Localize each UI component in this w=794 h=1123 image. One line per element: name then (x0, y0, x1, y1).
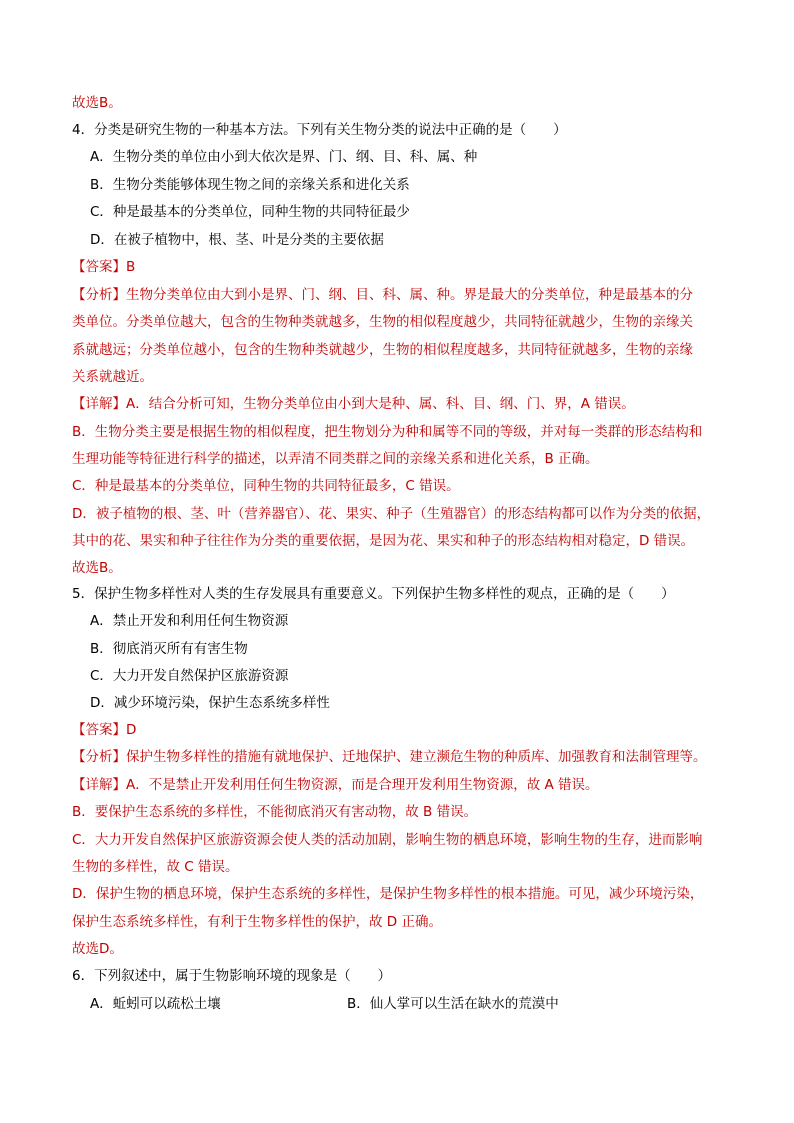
q4-detail-line: C．种是最基本的分类单位，同种生物的共同特征最多，C 错误。 (72, 478, 460, 494)
q4-option-a: A．生物分类的单位由小到大依次是界、门、纲、目、科、属、种 (90, 149, 478, 165)
q5-option-c: C．大力开发自然保护区旅游资源 (90, 668, 289, 684)
analysis-tag: 【分析】 (72, 749, 126, 765)
q6-stem: 6．下列叙述中，属于生物影响环境的现象是（ ） (72, 968, 392, 984)
q4-answer (72, 258, 135, 276)
q5-detail-line: D．保护生物的栖息环境，保护生态系统的多样性，是保护生物多样性的根本措施。可见，减少环境污染， (72, 886, 704, 902)
q4-analysis-line (72, 286, 693, 304)
q5-detail-line: 生物的多样性，故 C 错误。 (72, 859, 239, 875)
q5-analysis-line (72, 748, 707, 766)
q5-option-b: B．彻底消灭所有有害生物 (90, 641, 248, 657)
q5-detail-line: C．大力开发自然保护区旅游资源会使人类的活动加剧，影响生物的栖息环境，影响生物的生存，进而影响 (72, 832, 703, 848)
q4-analysis-line: 系就越远；分类单位越小，包含的生物种类就越少，生物的相似程度越多，共同特征就越多，生物的亲缘 (72, 342, 693, 358)
q4-option-c: C．种是最基本的分类单位，同种生物的共同特征最少 (90, 204, 410, 220)
q4-detail-line: 生理功能等特征进行科学的描述，以弄清不同类群之间的亲缘关系和进化关系，B 正确。 (72, 451, 599, 467)
detail-tag: 【详解】 (72, 777, 126, 793)
q4-conclusion: 故选B。 (72, 560, 122, 576)
analysis-text: 保护生物多样性的措施有就地保护、迁地保护、建立濒危生物的种质库、加强教育和法制管理等。 (126, 749, 707, 765)
q5-option-d: D．减少环境污染，保护生态系统多样性 (90, 695, 330, 711)
answer-value: B (126, 259, 136, 275)
answer-tag: 【答案】 (72, 722, 126, 738)
detail-text: A．结合分析可知，生物分类单位由小到大是种、属、科、目、纲、门、界，A 错误。 (126, 396, 635, 412)
detail-text: A．不是禁止开发利用任何生物资源，而是合理开发利用生物资源，故 A 错误。 (126, 777, 599, 793)
q4-option-d: D．在被子植物中，根、茎、叶是分类的主要依据 (90, 232, 384, 248)
q6-option-a: A．蚯蚓可以疏松土壤 (90, 996, 221, 1012)
q5-detail-line: 保护生态系统多样性，有利于生物多样性的保护，故 D 正确。 (72, 914, 442, 930)
detail-tag: 【详解】 (72, 396, 126, 412)
q5-conclusion: 故选D。 (72, 941, 123, 957)
analysis-text: 生物分类单位由大到小是界、门、纲、目、科、属、种。界是最大的分类单位，种是最基本的分 (126, 287, 693, 303)
q4-analysis-line: 关系就越近。 (72, 369, 153, 385)
q3-conclusion: 故选B。 (72, 95, 122, 111)
answer-tag: 【答案】 (72, 259, 126, 275)
q4-detail-line: B．生物分类主要是根据生物的相似程度，把生物划分为种和属等不同的等级，并对每一类群的形态结构和 (72, 424, 703, 440)
q5-stem: 5．保护生物多样性对人类的生存发展具有重要意义。下列保护生物多样性的观点，正确的是（ ） (72, 586, 675, 602)
q6-option-b: B．仙人掌可以生活在缺水的荒漠中 (347, 996, 559, 1012)
answer-value: D (126, 722, 137, 738)
q4-option-b: B．生物分类能够体现生物之间的亲缘关系和进化关系 (90, 177, 410, 193)
q4-detail-line (72, 395, 635, 413)
q4-stem: 4．分类是研究生物的一种基本方法。下列有关生物分类的说法中正确的是（ ） (72, 122, 567, 138)
analysis-tag: 【分析】 (72, 287, 126, 303)
q5-option-a: A．禁止开发和利用任何生物资源 (90, 613, 289, 629)
q5-detail-line (72, 776, 599, 794)
q4-detail-line: D．被子植物的根、茎、叶（营养器官）、花、果实、种子（生殖器官）的形态结构都可以作为分类的依据， (72, 506, 711, 522)
q5-answer (72, 721, 136, 739)
q4-detail-line: 其中的花、果实和种子往往作为分类的重要依据，是因为花、果实和种子的形态结构相对稳定，D 错误。 (72, 533, 695, 549)
q4-analysis-line: 类单位。分类单位越大，包含的生物种类就越多，生物的相似程度越少，共同特征就越少，生物的亲缘关 (72, 314, 693, 330)
q5-detail-line: B．要保护生态系统的多样性，不能彻底消灭有害动物，故 B 错误。 (72, 804, 478, 820)
